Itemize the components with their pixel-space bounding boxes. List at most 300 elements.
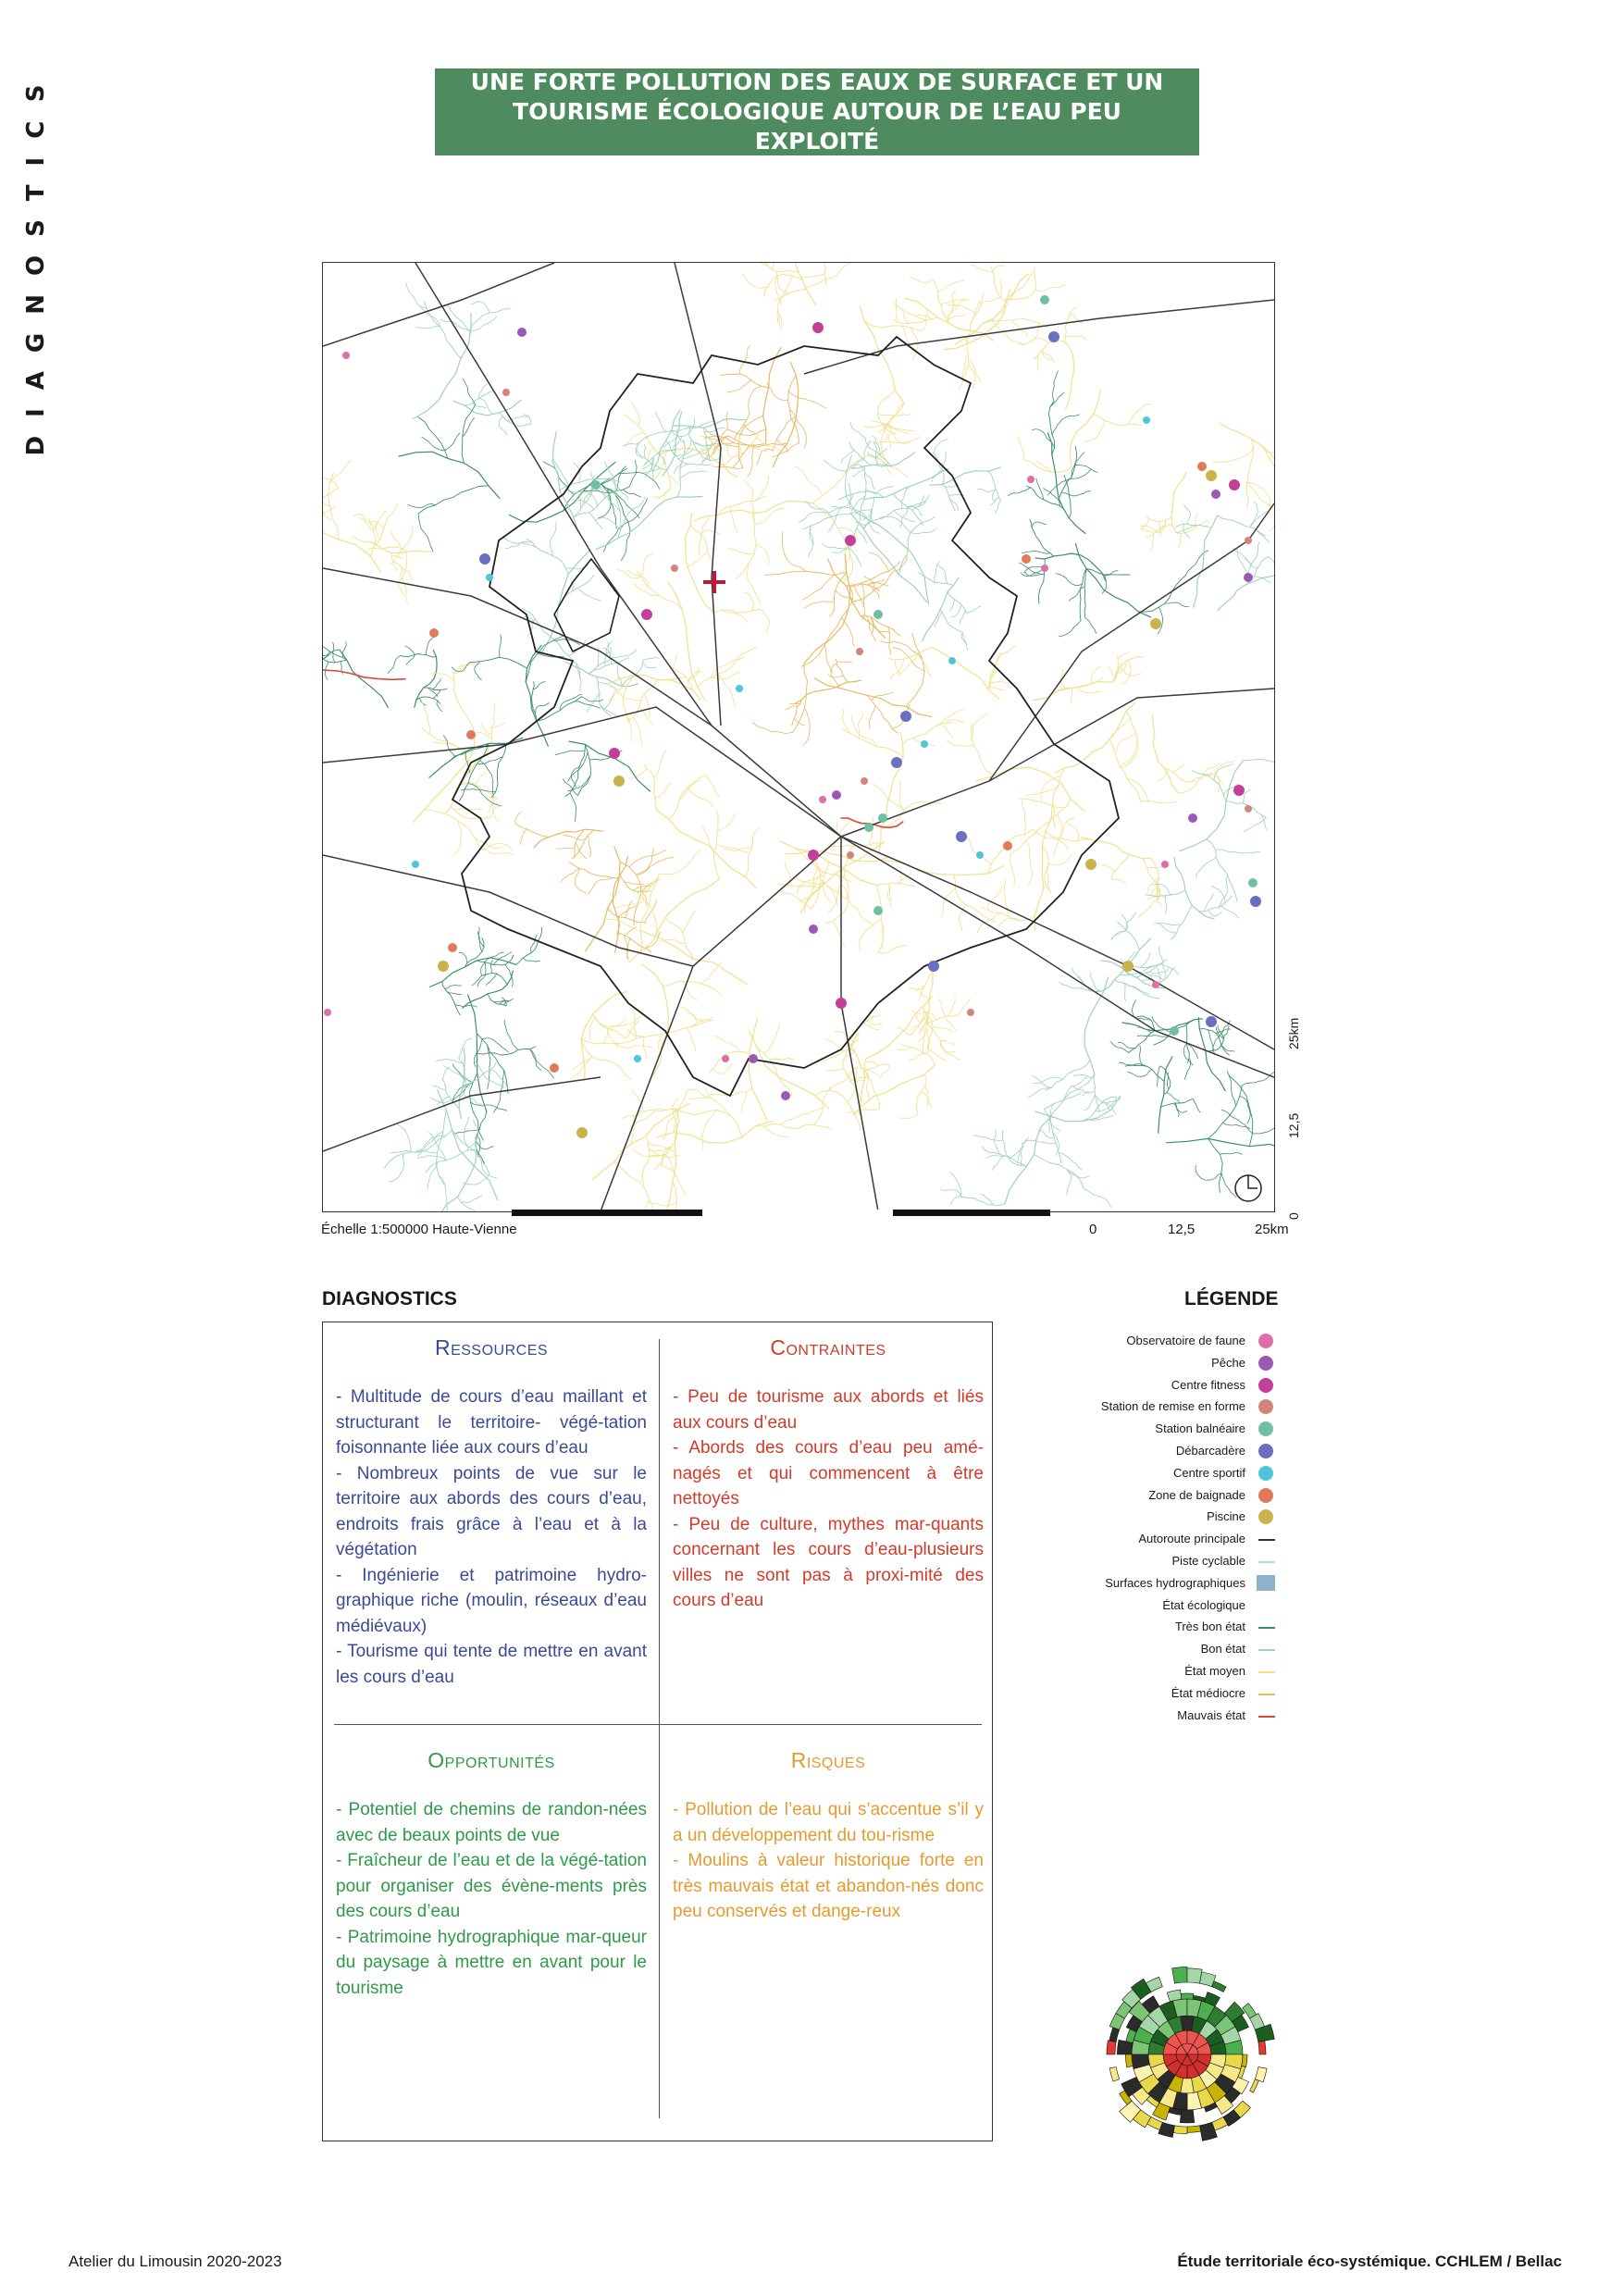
river: [742, 424, 755, 434]
motorway: [415, 263, 1274, 1049]
river: [686, 514, 714, 613]
river: [996, 501, 1001, 514]
river: [1052, 371, 1058, 401]
river: [770, 1059, 795, 1060]
river: [589, 513, 602, 529]
poi-marker: [948, 657, 956, 664]
river: [445, 433, 460, 451]
river: [977, 489, 996, 491]
river: [641, 554, 653, 577]
river: [1167, 1138, 1274, 1151]
river: [950, 599, 955, 610]
river: [1059, 446, 1076, 498]
river: [483, 1074, 504, 1087]
river: [480, 843, 513, 850]
legend-item: [1018, 1331, 1277, 1353]
river: [757, 449, 773, 465]
river: [725, 434, 760, 466]
title-line-1: UNE FORTE POLLUTION DES EAUX DE SURFACE ET UN: [470, 68, 1164, 95]
river: [1150, 534, 1153, 552]
river: [643, 658, 659, 660]
river: [935, 561, 940, 582]
river: [570, 793, 576, 822]
river: [832, 664, 836, 673]
motorway: [841, 837, 1274, 1077]
river: [865, 473, 874, 490]
river: [1158, 946, 1163, 962]
poi-marker: [1244, 573, 1253, 582]
river: [756, 544, 769, 565]
river: [675, 419, 747, 428]
wheel-segment: [1258, 2041, 1266, 2054]
river: [1023, 460, 1072, 473]
river: [942, 888, 956, 917]
river: [323, 646, 347, 661]
river: [1153, 884, 1171, 895]
legend-label: État moyen: [1184, 1663, 1245, 1678]
river: [1240, 1096, 1250, 1123]
river: [445, 986, 462, 989]
river: [376, 523, 380, 540]
river: [1032, 522, 1046, 528]
river: [424, 688, 448, 690]
legend-swatch-dot: [1258, 1466, 1273, 1481]
river: [1065, 336, 1086, 340]
river: [422, 728, 469, 761]
poi-marker: [1197, 462, 1207, 471]
river: [981, 1195, 994, 1206]
legend-swatch-dot: [1258, 1444, 1273, 1458]
river: [901, 309, 925, 320]
river: [442, 982, 461, 1015]
river: [857, 527, 867, 542]
river: [804, 602, 834, 608]
river: [433, 741, 456, 746]
river: [618, 650, 637, 657]
contraintes-text: - Peu de tourisme aux abords et liés aux cours d’eau - Abords des cours d’eau peu amé-nagés et qui commencent à être nettoyés - Peu de culture, mythes mar-quants concernant les cours d’eau-plusieurs villes ne sont pas à proxi-mité des cours d’eau: [673, 1387, 984, 1610]
river: [742, 1092, 747, 1113]
river: [948, 314, 967, 319]
river: [1078, 688, 1101, 693]
river: [701, 530, 721, 534]
river: [398, 585, 408, 604]
river: [463, 1174, 489, 1185]
river: [1227, 1071, 1235, 1106]
river: [814, 1090, 860, 1130]
river: [1242, 1073, 1274, 1086]
poi-marker: [1041, 565, 1048, 572]
river: [1118, 923, 1140, 950]
river: [721, 374, 768, 388]
river: [607, 1020, 625, 1029]
river: [1136, 960, 1167, 977]
river: [459, 1049, 465, 1118]
river: [828, 675, 843, 677]
river: [663, 981, 722, 997]
river: [471, 1102, 507, 1111]
river: [1122, 1019, 1202, 1031]
river: [1036, 478, 1044, 500]
legend-label: Station balnéaire: [1155, 1421, 1245, 1436]
poi-marker: [1188, 813, 1197, 823]
river: [462, 405, 476, 464]
legend-swatch-line: [1258, 1539, 1275, 1541]
legend-label: Autoroute principale: [1138, 1532, 1245, 1546]
river: [927, 1029, 929, 1054]
river: [860, 919, 882, 951]
poi-marker: [1161, 861, 1169, 868]
poi-marker: [1229, 479, 1240, 490]
opportunites-text: - Potentiel de chemins de randon-nées avec de beaux points de vue - Fraîcheur de l’eau et de la végé-tation pour organiser des évène-ments près des cours d’eau - Patrimoine hydrographique mar-queur du paysage à mettre en avant pour le tourisme: [336, 1800, 647, 1998]
river: [465, 938, 484, 967]
river: [877, 883, 915, 887]
river: [588, 878, 613, 895]
river: [869, 552, 888, 572]
opportunites-title: Opportunités: [427, 1748, 555, 1772]
river: [1160, 1099, 1193, 1108]
river: [588, 693, 600, 712]
river: [505, 541, 532, 549]
river: [755, 508, 785, 524]
river: [1071, 688, 1072, 703]
river: [930, 467, 1000, 485]
poi-marker: [486, 574, 493, 581]
river: [836, 659, 847, 682]
poi-marker: [1248, 878, 1258, 887]
river: [910, 988, 923, 990]
river: [425, 810, 481, 849]
river: [600, 704, 621, 716]
river: [488, 994, 506, 1006]
river: [1075, 544, 1150, 617]
legend-swatch-dot: [1258, 1334, 1273, 1348]
motorway: [323, 689, 1274, 837]
river: [873, 784, 904, 811]
river: [727, 429, 766, 436]
river: [333, 642, 335, 663]
territory-boundary: [452, 337, 1119, 1096]
river: [1117, 733, 1136, 751]
side-label: DIAGNOSTICS: [22, 66, 50, 456]
river: [1059, 677, 1103, 690]
river: [453, 401, 521, 416]
river: [418, 514, 433, 552]
river: [474, 1039, 482, 1067]
river: [748, 445, 755, 477]
poi-marker: [550, 1063, 559, 1073]
river: [683, 910, 697, 933]
river: [781, 1107, 824, 1125]
poi-marker: [809, 925, 818, 934]
legend-item: [1018, 1595, 1277, 1618]
river: [1253, 1107, 1275, 1135]
legend-item: [1018, 1396, 1277, 1419]
legend-label: État médiocre: [1171, 1685, 1245, 1700]
river: [1065, 341, 1074, 409]
river: [972, 725, 995, 776]
legend-label: Mauvais état: [1177, 1707, 1245, 1722]
legend-swatch-line: [1258, 1649, 1275, 1651]
river: [828, 559, 886, 639]
river: [388, 655, 401, 673]
river: [550, 522, 556, 556]
river: [1035, 284, 1065, 291]
river: [1208, 911, 1222, 916]
river: [1119, 1062, 1136, 1065]
river: [442, 1068, 449, 1079]
poi-marker: [576, 1127, 588, 1138]
poi-marker: [1143, 416, 1150, 424]
river: [1091, 972, 1099, 990]
map[interactable]: [322, 262, 1275, 1212]
river: [1165, 602, 1189, 607]
river: [642, 1136, 650, 1187]
river: [572, 1057, 591, 1070]
legend-swatch-line: [1258, 1627, 1275, 1629]
river: [443, 1066, 465, 1082]
river: [1053, 813, 1062, 856]
poi-marker: [781, 1091, 790, 1100]
river: [533, 681, 545, 689]
river: [797, 849, 850, 882]
motorway: [989, 503, 1274, 781]
river: [726, 412, 728, 429]
river: [690, 1017, 712, 1027]
river: [714, 1036, 739, 1051]
river: [515, 813, 522, 825]
river: [417, 1156, 446, 1160]
legend-item: [1018, 1706, 1277, 1728]
river: [493, 703, 495, 723]
river: [1094, 414, 1142, 426]
river: [479, 384, 488, 399]
poi-marker: [956, 831, 967, 842]
river: [409, 571, 413, 580]
river: [588, 836, 590, 857]
legend-swatch-dot: [1258, 1399, 1273, 1414]
legend-label: Surfaces hydrographiques: [1105, 1575, 1245, 1590]
river: [1061, 491, 1091, 496]
river: [559, 576, 594, 606]
river: [1020, 563, 1045, 574]
river: [973, 1135, 1003, 1140]
river: [926, 1023, 946, 1054]
poi-marker: [641, 609, 652, 620]
legend-label: Piste cyclable: [1171, 1553, 1245, 1568]
river: [824, 460, 846, 471]
river: [643, 878, 657, 900]
river: [712, 466, 743, 469]
river: [667, 1020, 712, 1032]
river: [972, 265, 993, 272]
river: [480, 849, 514, 854]
river: [944, 290, 1010, 350]
river: [516, 825, 549, 838]
river: [903, 723, 952, 744]
river: [1038, 1130, 1054, 1138]
commune-boundary: [554, 559, 619, 652]
poi-marker: [1122, 961, 1134, 972]
river: [872, 422, 887, 424]
river: [433, 690, 440, 699]
river: [1070, 391, 1101, 466]
poi-marker: [856, 648, 863, 655]
poi-marker: [891, 757, 902, 768]
river: [671, 450, 682, 455]
river: [476, 1141, 494, 1149]
river: [1119, 741, 1137, 768]
river: [1152, 715, 1178, 793]
river: [452, 1064, 473, 1083]
river: [830, 572, 847, 616]
river: [909, 1054, 927, 1060]
legend-item: [1018, 1639, 1277, 1661]
river: [607, 1029, 618, 1049]
river: [452, 1130, 489, 1174]
river: [970, 300, 979, 326]
poi-marker: [1040, 295, 1049, 304]
river: [937, 565, 948, 583]
river: [789, 409, 806, 448]
river: [842, 729, 903, 757]
poi-marker: [342, 352, 350, 359]
river: [1167, 1073, 1169, 1089]
river: [633, 717, 642, 746]
river: [864, 466, 866, 499]
river: [596, 518, 621, 530]
river: [623, 490, 641, 497]
river: [747, 564, 761, 603]
river: [751, 502, 754, 523]
river: [429, 1137, 477, 1211]
river: [752, 723, 793, 734]
river: [485, 952, 504, 962]
river: [1085, 618, 1096, 634]
river: [516, 927, 542, 964]
river: [426, 637, 433, 654]
river: [990, 498, 998, 505]
poi-marker: [1250, 896, 1261, 907]
legend-item: [1018, 1507, 1277, 1529]
quadrant-risques: [673, 1748, 984, 1925]
river: [714, 609, 760, 613]
river: [470, 1120, 478, 1148]
poi-marker: [819, 796, 826, 803]
river: [999, 280, 1001, 298]
river: [1041, 776, 1060, 804]
river: [416, 327, 440, 329]
river: [623, 1109, 677, 1118]
river: [803, 708, 810, 745]
river: [702, 825, 714, 851]
river: [1111, 854, 1129, 878]
river: [951, 605, 961, 617]
river: [402, 577, 406, 595]
river: [1221, 906, 1239, 918]
river: [509, 462, 615, 522]
river: [1160, 1066, 1171, 1095]
river: [738, 416, 762, 467]
river: [1052, 415, 1079, 435]
river: [1141, 519, 1149, 530]
legend-item: [1018, 1441, 1277, 1463]
river: [605, 918, 640, 931]
river: [555, 751, 585, 755]
river: [626, 570, 649, 588]
river: [727, 380, 751, 392]
river: [938, 280, 964, 292]
river: [1185, 551, 1208, 576]
river: [668, 582, 705, 701]
river: [1212, 448, 1253, 463]
legend: [1018, 1331, 1277, 1727]
river: [967, 606, 981, 614]
river: [443, 736, 454, 757]
river: [1207, 839, 1237, 901]
poi-marker: [873, 906, 883, 915]
river: [1141, 952, 1151, 967]
river: [1055, 703, 1134, 773]
river: [853, 469, 864, 477]
legend-label: Zone de baignade: [1148, 1487, 1245, 1502]
river: [902, 1045, 935, 1065]
river: [500, 635, 502, 658]
river: [613, 856, 627, 952]
legend-item: [1018, 1573, 1277, 1595]
river: [896, 298, 898, 322]
river: [867, 1061, 878, 1065]
river: [1194, 1099, 1200, 1112]
river: [323, 670, 405, 679]
poi-marker: [836, 998, 847, 1009]
river: [1075, 465, 1097, 473]
river: [665, 918, 693, 960]
river: [442, 1079, 459, 1109]
river: [796, 680, 861, 703]
motorway: [323, 855, 693, 966]
river: [1128, 1070, 1153, 1077]
river: [1172, 764, 1184, 773]
river: [907, 495, 929, 507]
river: [1022, 800, 1026, 835]
river: [625, 936, 628, 959]
legend-item: [1018, 1463, 1277, 1485]
quadrant-contraintes: [673, 1335, 984, 1614]
river: [1121, 914, 1127, 931]
river: [323, 471, 339, 488]
river: [659, 850, 700, 874]
river: [933, 648, 999, 700]
poi-marker: [1150, 618, 1161, 629]
river: [504, 1020, 518, 1049]
river: [479, 399, 492, 415]
river: [911, 528, 936, 533]
poi-marker: [749, 1054, 758, 1063]
river: [678, 449, 694, 459]
river: [637, 849, 654, 875]
river: [625, 415, 660, 454]
river: [725, 442, 732, 458]
river: [440, 319, 470, 331]
river: [680, 464, 712, 468]
river: [1146, 890, 1185, 897]
river: [942, 485, 955, 512]
river: [849, 900, 874, 926]
river: [1140, 526, 1157, 531]
river: [458, 783, 498, 800]
river: [433, 679, 441, 689]
river: [1208, 1138, 1223, 1192]
